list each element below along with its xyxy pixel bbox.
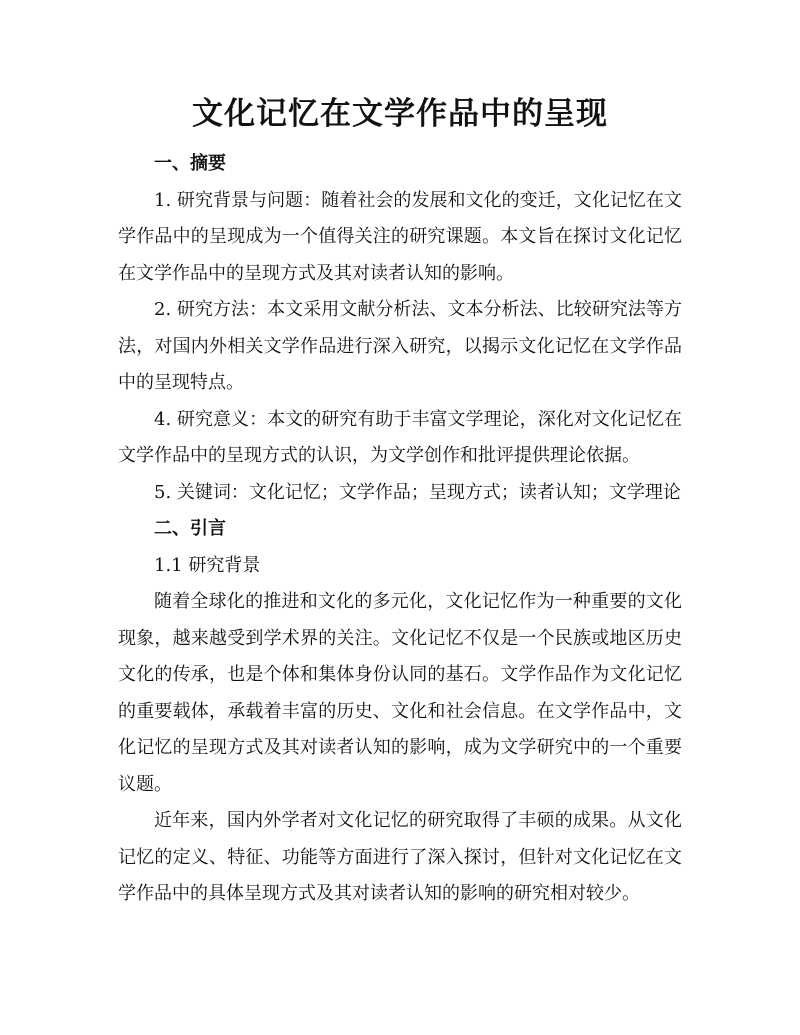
paragraph-intro-2: 近年来，国内外学者对文化记忆的研究取得了丰硕的成果。从文化记忆的定义、特征、功能等方面进行了深入探讨，但针对文化记忆在文学作品中的具体呈现方式及其对读者认知的影响的研究相对较少。 xyxy=(118,810,682,904)
paragraph-intro-1: 随着全球化的推进和文化的多元化，文化记忆作为一种重要的文化现象，越来越受到学术界的关注。文化记忆不仅是一个民族或地区历史文化的传承，也是个体和集体身份认同的基石。文学作品作为文化记忆的重要载体，承载着丰富的历史、文化和社会信息。在文学作品中，文化记忆的呈现方式及其对读者认知的影响，成为文学研究中的一个重要议题。 xyxy=(118,591,682,795)
document-title: 文化记忆在文学作品中的呈现 xyxy=(192,96,608,132)
paragraph-research-method: 2. 研究方法：本文采用文献分析法、文本分析法、比较研究法等方法，对国内外相关文学作品进行深入研究，以揭示文化记忆在文学作品中的呈现特点。 xyxy=(118,299,682,393)
paragraph-research-significance: 4. 研究意义：本文的研究有助于丰富文学理论，深化对文化记忆在文学作品中的呈现方式的认识，为文学创作和批评提供理论依据。 xyxy=(118,408,682,466)
paragraph-research-background: 1. 研究背景与问题：随着社会的发展和文化的变迁，文化记忆在文学作品中的呈现成为一个值得关注的研究课题。本文旨在探讨文化记忆在文学作品中的呈现方式及其对读者认知的影响。 xyxy=(118,189,682,284)
paragraph-keywords: 5. 关键词：文化记忆；文学作品；呈现方式；读者认知；文学理论 xyxy=(154,481,681,503)
document-body xyxy=(118,146,682,913)
subsection-heading-background: 1.1 研究背景 xyxy=(154,554,261,576)
section-heading-abstract: 一、摘要 xyxy=(154,153,226,174)
section-heading-introduction: 二、引言 xyxy=(154,518,226,539)
